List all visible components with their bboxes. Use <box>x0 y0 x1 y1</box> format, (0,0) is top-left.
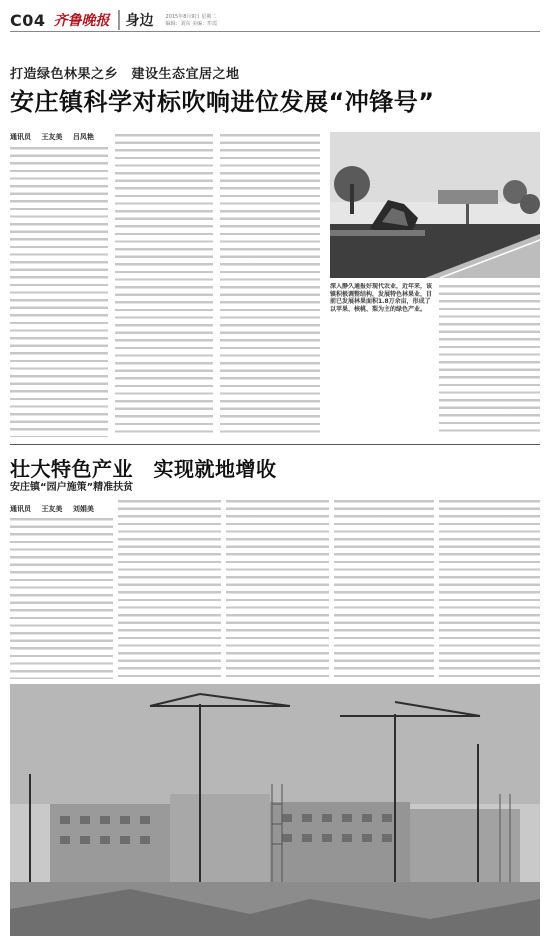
byline-name: 刘娟美 <box>72 505 94 513</box>
masthead <box>10 8 540 30</box>
edition-editors: 编辑：刘东 美编：牟霞 <box>165 21 218 27</box>
photo-construction-site <box>10 684 540 936</box>
article1-kicker: 打造绿色林果之乡 建设生态宜居之地 <box>10 67 240 82</box>
article1-headline: 安庄镇科学对标吹响进位发展“冲锋号” <box>10 88 435 116</box>
byline-role: 通讯员 <box>10 133 31 141</box>
article1-column-2 <box>115 132 213 437</box>
photo-roadside-sculpture <box>330 132 540 278</box>
byline-name: 王友美 <box>41 505 63 513</box>
article2-byline <box>10 504 102 514</box>
article2-column-2 <box>118 498 221 679</box>
byline-role: 通讯员 <box>10 505 31 513</box>
article2-column-4 <box>334 498 434 679</box>
byline-name: 吕凤艳 <box>72 133 94 141</box>
photo1-caption: 深入静久通报好现代农业，近年来，该镇积极调整结构，发展特色林果业，目前已发展林果面积1.8万余亩，形成了以苹果、核桃、梨为主的绿色产业。 <box>330 283 433 313</box>
page-number: C04 <box>10 11 46 30</box>
article2-column-3 <box>226 498 329 679</box>
construction-site-cranes-photo <box>10 684 540 936</box>
article1-byline <box>10 132 102 142</box>
roadside-rock-sculpture-photo <box>330 132 540 278</box>
byline-name: 王友美 <box>41 133 63 141</box>
edition-info <box>166 14 218 30</box>
article2-subhead: 安庄镇“园户施策”精准扶贫 <box>10 482 134 493</box>
section-divider <box>10 444 540 445</box>
article2-column-1 <box>10 516 113 679</box>
article1-column-5 <box>439 283 540 437</box>
newspaper-logo: 齐鲁晚报 <box>53 13 110 29</box>
article2-column-5 <box>439 498 540 679</box>
section-title: 身边 <box>118 10 154 30</box>
article2-headline: 壮大特色产业 实现就地增收 <box>10 457 277 481</box>
edition-date: 2015年8月9日 星期二 <box>165 14 217 20</box>
article1-column-3 <box>220 132 320 437</box>
masthead-rule <box>10 31 540 32</box>
article1-column-1 <box>10 145 108 437</box>
